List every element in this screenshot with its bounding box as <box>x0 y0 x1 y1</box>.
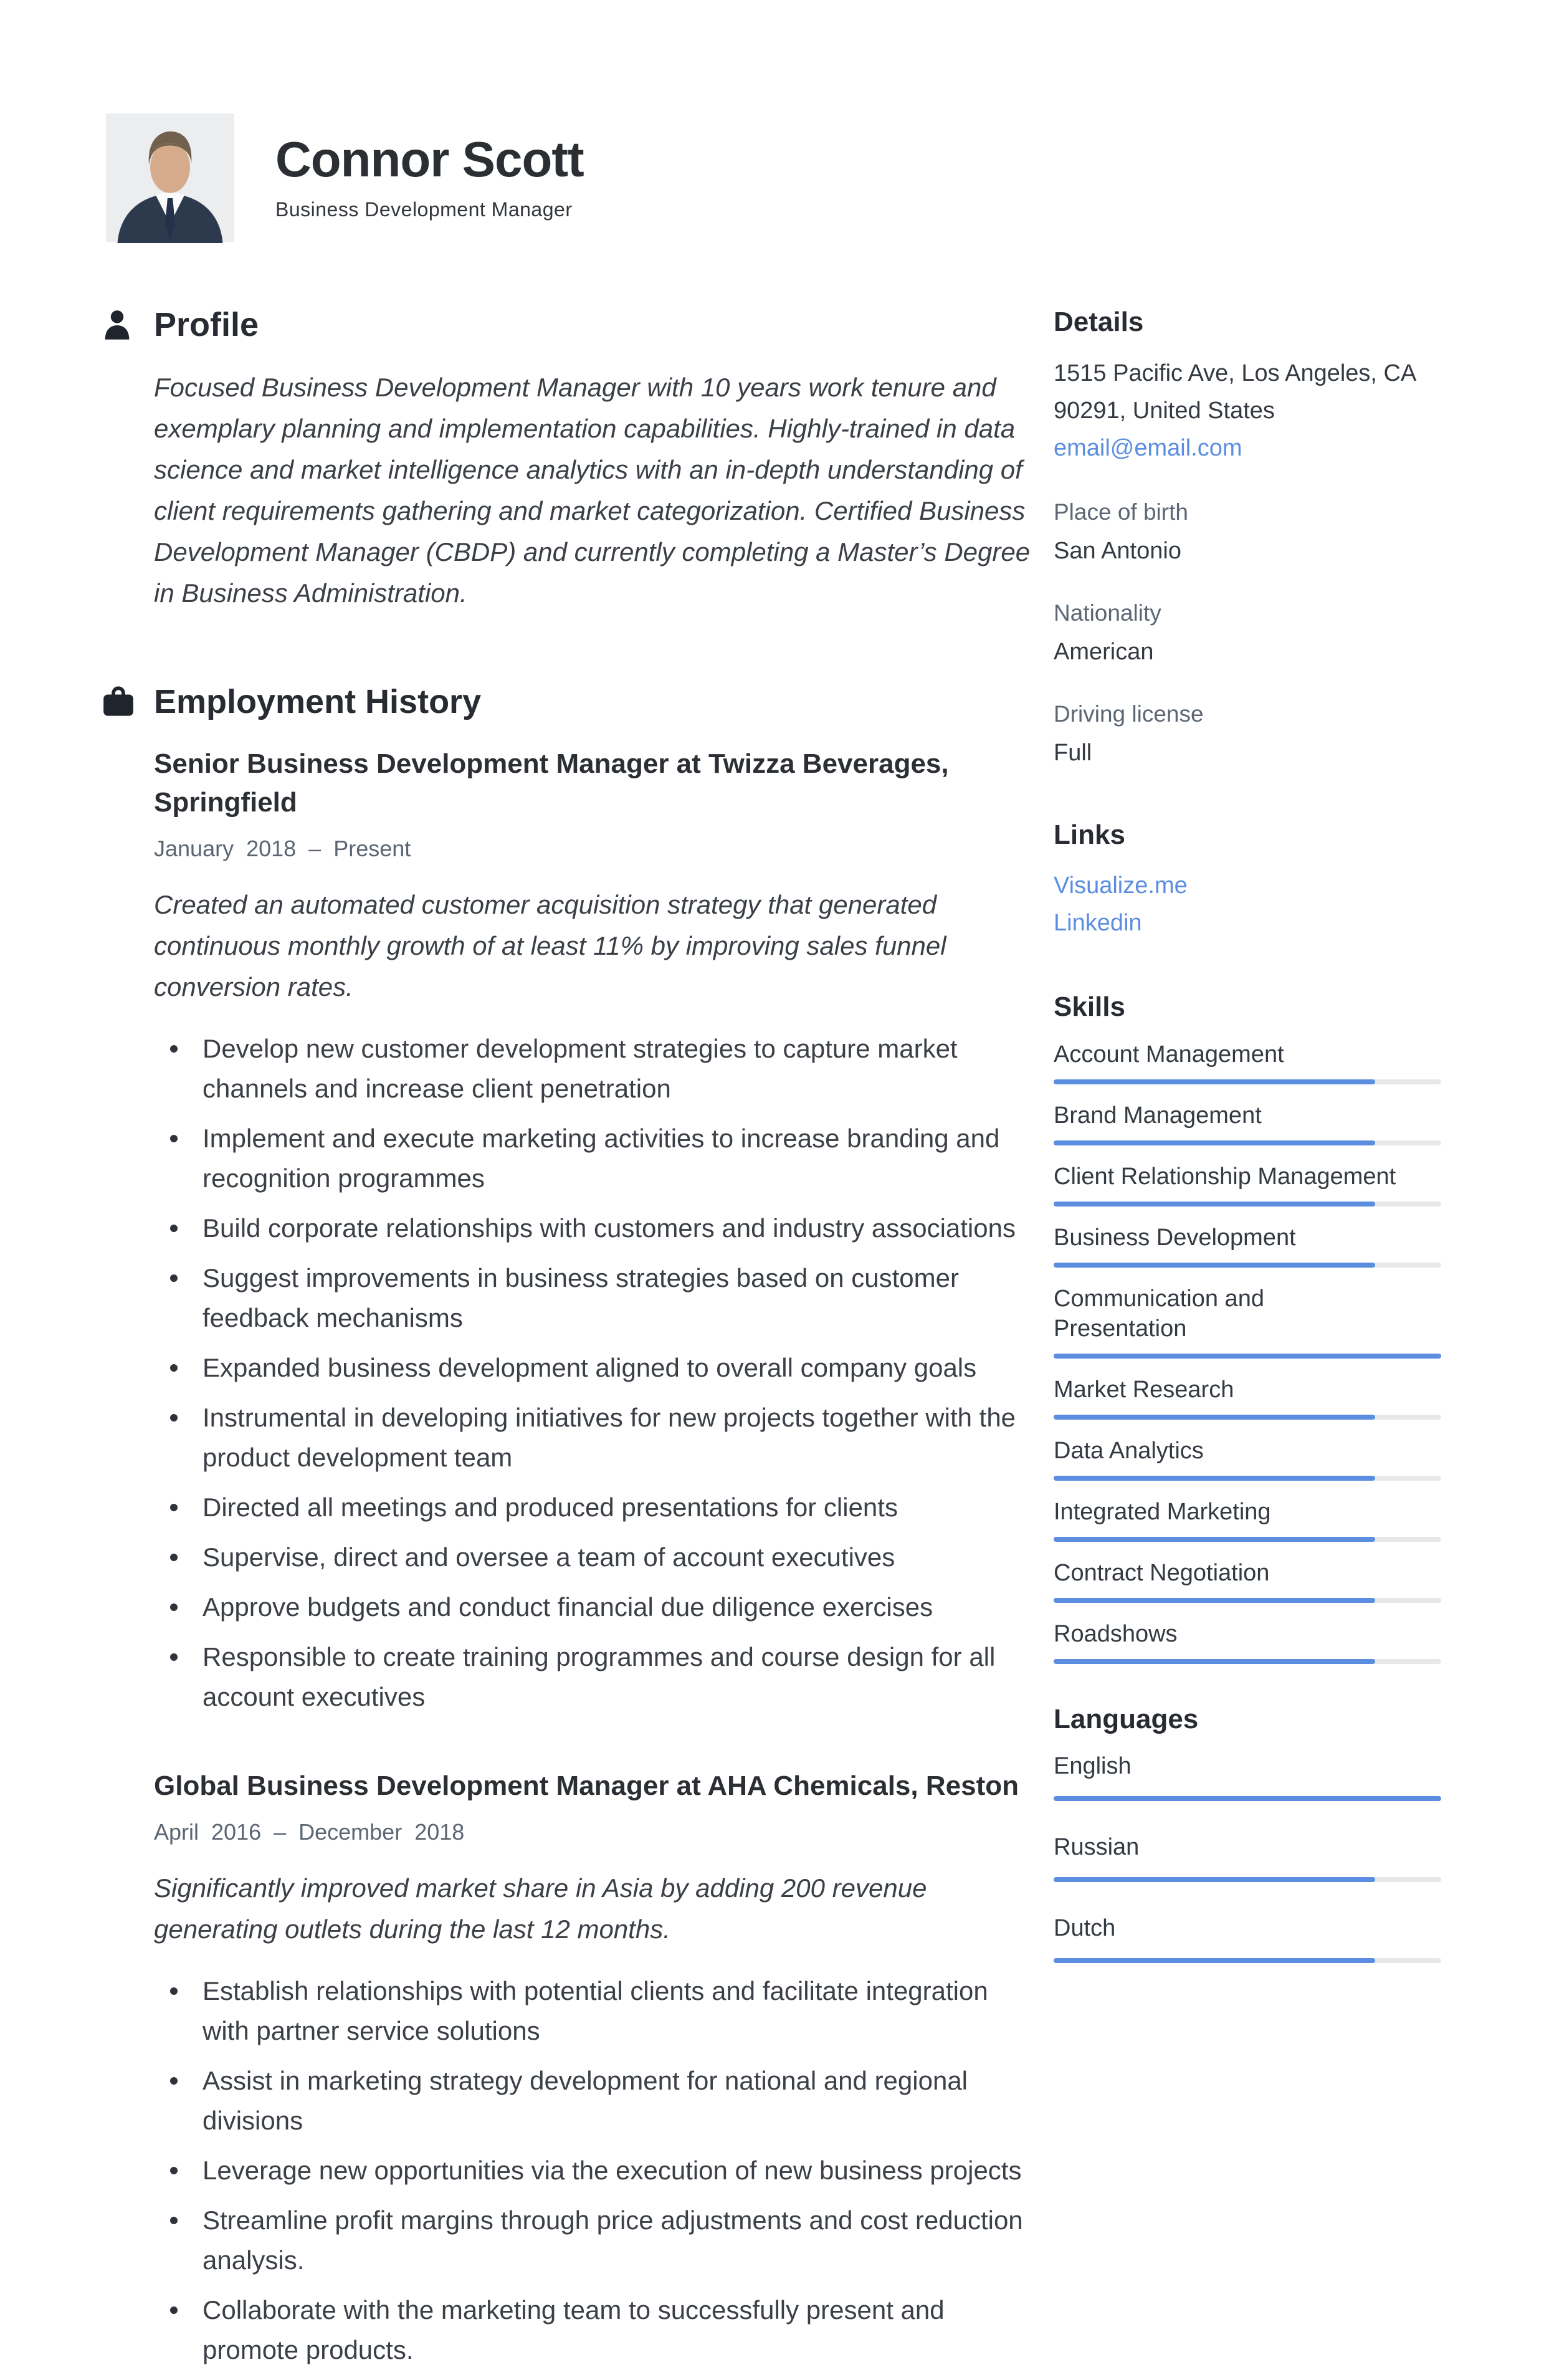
job-bullet: Instrumental in developing initiatives for new projects together with the product development team <box>154 1398 1031 1478</box>
job-bullet: Build corporate relationships with customers and industry associations <box>154 1208 1031 1248</box>
skill-bar-fill <box>1054 1079 1375 1084</box>
skill-name: Business Development <box>1054 1224 1296 1251</box>
job-bullet: Suggest improvements in business strategies based on customer feedback mechanisms <box>154 1258 1031 1338</box>
language-name: Russian <box>1054 1834 1140 1861</box>
links-heading: Links <box>1054 819 1125 850</box>
links-section <box>1054 820 1441 942</box>
address: 1515 Pacific Ave, Los Angeles, CA 90291, United States <box>1054 360 1416 424</box>
job-bullet-list <box>154 1029 1031 1717</box>
language-bar-track <box>1054 1958 1441 1963</box>
skill-name: Account Management <box>1054 1041 1284 1068</box>
job-bullet: Expanded business development aligned to overall company goals <box>154 1348 1031 1388</box>
skill-item <box>1054 1223 1441 1268</box>
job-bullet: Responsible to create training programmes and course design for all account executives <box>154 1637 1031 1717</box>
resume-header <box>106 113 584 242</box>
job-bullet: Implement and execute marketing activities to increase branding and recognition programmes <box>154 1119 1031 1198</box>
skill-bar-fill <box>1054 1476 1375 1481</box>
language-bar-fill <box>1054 1958 1375 1963</box>
language-bar-track <box>1054 1796 1441 1801</box>
avatar-illustration <box>106 113 234 242</box>
skill-bar-track <box>1054 1079 1441 1084</box>
sidebar <box>1054 307 1441 1994</box>
field-label: Driving license <box>1054 700 1204 727</box>
job-summary: Significantly improved market share in Asia by adding 200 revenue generating outlets during the last 12 months. <box>154 1873 927 1944</box>
candidate-title: Business Development Manager <box>275 198 573 221</box>
job-dates: January 2018 – Present <box>154 835 411 861</box>
main-column <box>103 307 1031 2380</box>
job-title: Global Business Development Manager at AHA Chemicals, Reston <box>154 1770 1019 1801</box>
language-name: Dutch <box>1054 1915 1116 1942</box>
link-visualize-me[interactable]: Visualize.me <box>1054 872 1188 899</box>
skill-bar-track <box>1054 1263 1441 1268</box>
skill-item <box>1054 1375 1441 1420</box>
job-summary: Created an automated customer acquisition strategy that generated continuous monthly growth of at least 11% by improving sales funnel conversion rates. <box>154 889 946 1001</box>
field-label: Nationality <box>1054 600 1161 626</box>
language-bar-track <box>1054 1877 1441 1882</box>
job-dates: April 2016 – December 2018 <box>154 1818 465 1845</box>
skill-bar-fill <box>1054 1263 1375 1268</box>
skill-bar-track <box>1054 1659 1441 1664</box>
skill-item <box>1054 1436 1441 1481</box>
skill-bar-fill <box>1054 1415 1375 1420</box>
job-bullet: Directed all meetings and produced presentations for clients <box>154 1488 1031 1527</box>
link-linkedin[interactable]: Linkedin <box>1054 910 1142 937</box>
skills-section <box>1054 992 1441 1664</box>
field-value: American <box>1054 638 1154 665</box>
employment-section-header <box>103 684 1031 720</box>
skill-name: Integrated Marketing <box>1054 1498 1271 1525</box>
skill-item <box>1054 1101 1441 1145</box>
skills-heading: Skills <box>1054 992 1125 1023</box>
profile-body <box>154 367 1031 614</box>
detail-field-place-of-birth <box>1054 495 1441 568</box>
skill-bar-track <box>1054 1598 1441 1603</box>
job-entry <box>154 1767 1031 2370</box>
job-title: Senior Business Development Manager at Twizza Beverages, Springfield <box>154 748 949 818</box>
language-name: English <box>1054 1753 1132 1780</box>
job-entry <box>154 745 1031 1717</box>
job-bullet: Leverage new opportunities via the execution of new business projects <box>154 2151 1031 2191</box>
skill-item <box>1054 1558 1441 1603</box>
email-link[interactable]: email@email.com <box>1054 434 1242 461</box>
job-bullet: Approve budgets and conduct financial due diligence exercises <box>154 1587 1031 1627</box>
profile-photo <box>106 113 234 242</box>
candidate-name: Connor Scott <box>275 131 584 187</box>
skill-bar-track <box>1054 1140 1441 1145</box>
employment-section <box>103 684 1031 2369</box>
job-bullet: Develop new customer development strategies to capture market channels and increase client penetration <box>154 1029 1031 1109</box>
profile-section <box>103 307 1031 614</box>
employment-body <box>154 745 1031 2370</box>
skill-bar-track <box>1054 1202 1441 1207</box>
details-heading: Details <box>1054 307 1144 337</box>
name-block <box>275 131 584 221</box>
languages-section <box>1054 1704 1441 1964</box>
skill-bar-fill <box>1054 1537 1375 1542</box>
job-bullet-list <box>154 1971 1031 2370</box>
job-bullet: Establish relationships with potential clients and facilitate integration with partner service solutions <box>154 1971 1031 2051</box>
skill-bar-track <box>1054 1354 1441 1359</box>
skill-name: Roadshows <box>1054 1620 1178 1647</box>
skill-name: Brand Management <box>1054 1102 1262 1129</box>
job-bullet: Supervise, direct and oversee a team of account executives <box>154 1537 1031 1577</box>
skill-item <box>1054 1039 1441 1084</box>
skill-name: Contract Negotiation <box>1054 1559 1270 1586</box>
skill-item <box>1054 1284 1441 1359</box>
job-bullet: Assist in marketing strategy development for national and regional divisions <box>154 2061 1031 2141</box>
skill-name: Data Analytics <box>1054 1437 1204 1464</box>
details-section <box>1054 307 1441 770</box>
language-bar-fill <box>1054 1796 1441 1801</box>
profile-section-header <box>103 307 1031 343</box>
languages-heading: Languages <box>1054 1703 1199 1734</box>
detail-field-driving-license <box>1054 697 1441 770</box>
field-label: Place of birth <box>1054 499 1188 525</box>
language-item <box>1054 1751 1441 1801</box>
employment-heading: Employment History <box>154 683 482 721</box>
skill-bar-fill <box>1054 1598 1375 1603</box>
skill-bar-fill <box>1054 1354 1441 1359</box>
skill-item <box>1054 1619 1441 1664</box>
field-value: Full <box>1054 739 1092 766</box>
person-icon <box>103 310 135 341</box>
skill-bar-fill <box>1054 1202 1375 1207</box>
job-bullet: Streamline profit margins through price adjustments and cost reduction analysis. <box>154 2201 1031 2280</box>
profile-summary: Focused Business Development Manager with 10 years work tenure and exemplary planning and implementation capabilities. Highly-trained in data science and market intelligence analytics with an in-depth understanding of client requirements gathering and market categorization. Certified Business Development Manager (CBDP) and currently completing a Master’s Degree in Business Administration. <box>154 373 1031 608</box>
field-value: San Antonio <box>1054 537 1181 564</box>
language-bar-fill <box>1054 1877 1375 1882</box>
briefcase-icon <box>103 688 135 717</box>
detail-field-nationality <box>1054 596 1441 669</box>
job-bullet: Collaborate with the marketing team to successfully present and promote products. <box>154 2290 1031 2370</box>
profile-heading: Profile <box>154 306 259 343</box>
skill-bar-fill <box>1054 1659 1375 1664</box>
language-item <box>1054 1832 1441 1882</box>
skill-bar-track <box>1054 1415 1441 1420</box>
language-item <box>1054 1913 1441 1963</box>
skill-name: Client Relationship Management <box>1054 1163 1396 1190</box>
skill-name: Market Research <box>1054 1376 1234 1403</box>
skill-name: Communication and Presentation <box>1054 1285 1264 1342</box>
skill-bar-track <box>1054 1476 1441 1481</box>
skill-item <box>1054 1162 1441 1207</box>
skill-bar-track <box>1054 1537 1441 1542</box>
skill-item <box>1054 1497 1441 1542</box>
content-columns <box>103 307 1441 2380</box>
skill-bar-fill <box>1054 1140 1375 1145</box>
